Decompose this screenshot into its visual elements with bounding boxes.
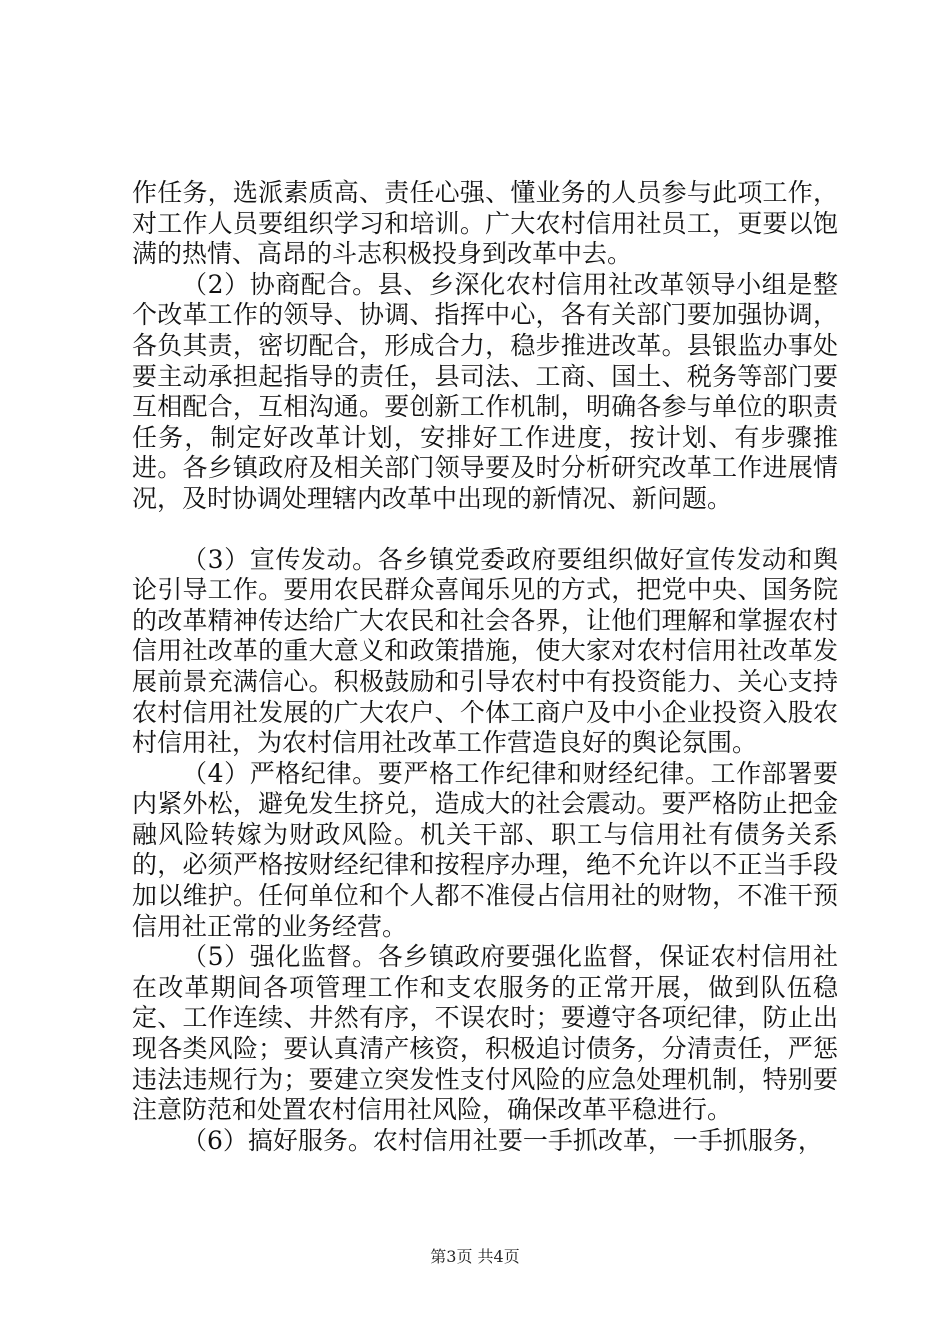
paragraph-cooperation: （2）协商配合。县、乡深化农村信用社改革领导小组是整个改革工作的领导、协调、指挥中心，各有关部门要加强协调，各负其责，密切配合，形成合力，稳步推进改革。县银监办事处要主动承担起指导的责任，县司法、工商、国土、税务等部门要互相配合，互相沟通。要创新工作机制，明确各参与单位的职责任务，制定好改革计划，安排好工作进度，按计划、有步骤推进。各乡镇政府及相关部门领导要及时分析研究改革工作进展情况，及时协调处理辖内改革中出现的新情况、新问题。 xyxy=(132,269,838,513)
paragraph-supervision: （5）强化监督。各乡镇政府要强化监督，保证农村信用社在改革期间各项管理工作和支农服务的正常开展，做到队伍稳定、工作连续、井然有序，不误农时；要遵守各项纪律，防止出现各类风险；要认真清产核资，积极追讨债务，分清责任，严惩违法违规行为；要建立突发性支付风险的应急处理机制，特别要注意防范和处置农村信用社风险，确保改革平稳进行。 xyxy=(132,942,838,1125)
paragraph-continuation: 作任务，选派素质高、责任心强、懂业务的人员参与此项工作，对工作人员要组织学习和培训。广大农村信用社员工，更要以饱满的热情、高昂的斗志积极投身到改革中去。 xyxy=(132,178,838,269)
paragraph-publicity: （3）宣传发动。各乡镇党委政府要组织做好宣传发动和舆论引导工作。要用农民群众喜闻乐见的方式，把党中央、国务院的改革精神传达给广大农民和社会各界，让他们理解和掌握农村信用社改革的重大意义和政策措施，使大家对农村信用社改革发展前景充满信心。积极鼓励和引导农村中有投资能力、关心支持农村信用社发展的广大农户、个体工商户及中小企业投资入股农村信用社，为农村信用社改革工作营造良好的舆论氛围。 xyxy=(132,544,838,758)
paragraph-discipline: （4）严格纪律。要严格工作纪律和财经纪律。工作部署要内紧外松，避免发生挤兑，造成大的社会震动。要严格防止把金融风险转嫁为财政风险。机关干部、职工与信用社有债务关系的，必须严格按财经纪律和按程序办理，绝不允许以不正当手段加以维护。任何单位和个人都不准侵占信用社的财物，不准干预信用社正常的业务经营。 xyxy=(132,758,838,941)
document-body xyxy=(132,178,838,1156)
paragraph-service: （6）搞好服务。农村信用社要一手抓改革，一手抓服务， xyxy=(182,1125,823,1155)
paragraph-spacer xyxy=(132,515,838,545)
page-number-footer: 第3页 共4页 xyxy=(430,1247,520,1266)
